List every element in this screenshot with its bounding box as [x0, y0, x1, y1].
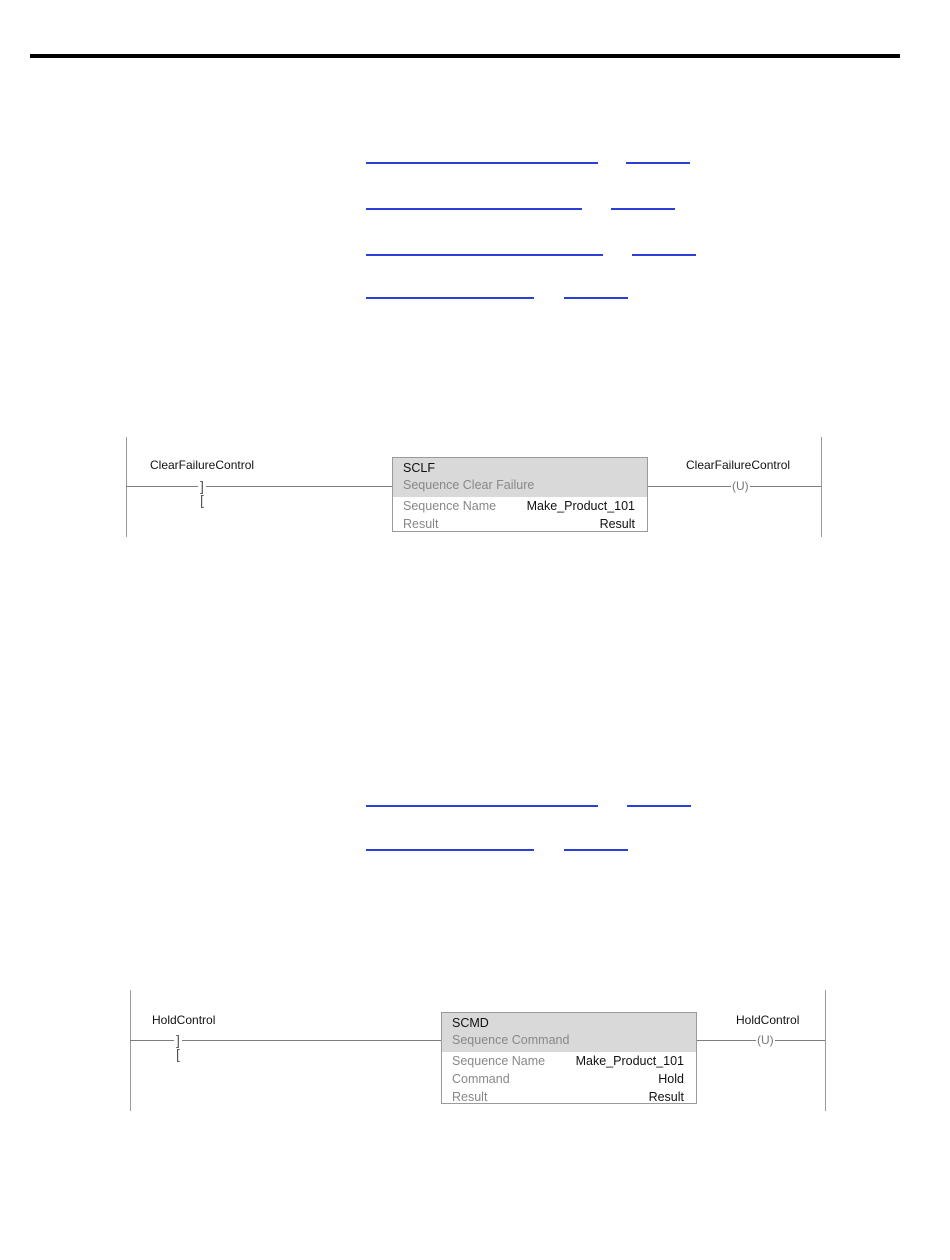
param-value[interactable]: Hold [658, 1072, 684, 1086]
xic-contact-icon[interactable]: ] [ [176, 1032, 180, 1062]
param-label: Sequence Name [452, 1054, 546, 1068]
param-row[interactable] [442, 1052, 696, 1070]
link-underline[interactable] [366, 254, 603, 256]
xic-contact-icon[interactable]: ] [ [200, 478, 204, 508]
param-row[interactable] [442, 1088, 696, 1106]
param-value[interactable]: Result [599, 517, 635, 531]
param-label: Result [452, 1090, 488, 1104]
link-underline[interactable] [564, 297, 628, 299]
link-underline[interactable] [366, 162, 598, 164]
link-underline[interactable] [366, 208, 582, 210]
link-underline[interactable] [611, 208, 675, 210]
contact-tag[interactable]: HoldControl [152, 1013, 216, 1027]
param-row[interactable] [393, 497, 647, 515]
instruction-header [393, 458, 647, 497]
link-underline[interactable] [366, 805, 598, 807]
param-value[interactable]: Result [648, 1090, 684, 1104]
sclf-instruction-block[interactable] [392, 457, 648, 532]
contact-tag[interactable]: ClearFailureControl [150, 458, 255, 472]
instruction-header [442, 1013, 696, 1052]
instruction-mnemonic: SCLF [403, 461, 435, 475]
link-underline[interactable] [564, 849, 628, 851]
link-underline[interactable] [366, 297, 534, 299]
param-value[interactable]: Make_Product_101 [575, 1054, 684, 1068]
otu-coil-icon[interactable]: (U) [757, 1033, 774, 1047]
right-power-rail [821, 437, 822, 537]
coil-tag[interactable]: HoldControl [736, 1013, 800, 1027]
param-label: Result [403, 517, 439, 531]
param-value[interactable]: Make_Product_101 [526, 499, 635, 513]
instruction-name: Sequence Clear Failure [403, 478, 535, 492]
link-underline[interactable] [626, 162, 690, 164]
link-underline[interactable] [366, 849, 534, 851]
left-power-rail [126, 437, 127, 537]
header-rule [30, 54, 900, 58]
otu-coil-icon[interactable]: (U) [732, 479, 749, 493]
coil-tag[interactable]: ClearFailureControl [686, 458, 791, 472]
instruction-name: Sequence Command [452, 1033, 570, 1047]
instruction-mnemonic: SCMD [452, 1016, 489, 1030]
link-underline[interactable] [632, 254, 696, 256]
param-label: Command [452, 1072, 510, 1086]
param-row[interactable] [442, 1070, 696, 1088]
scmd-instruction-block[interactable] [441, 1012, 697, 1104]
param-label: Sequence Name [403, 499, 497, 513]
param-row[interactable] [393, 515, 647, 533]
rung-wire [126, 486, 392, 487]
left-power-rail [130, 990, 131, 1111]
right-power-rail [825, 990, 826, 1111]
link-underline[interactable] [627, 805, 691, 807]
